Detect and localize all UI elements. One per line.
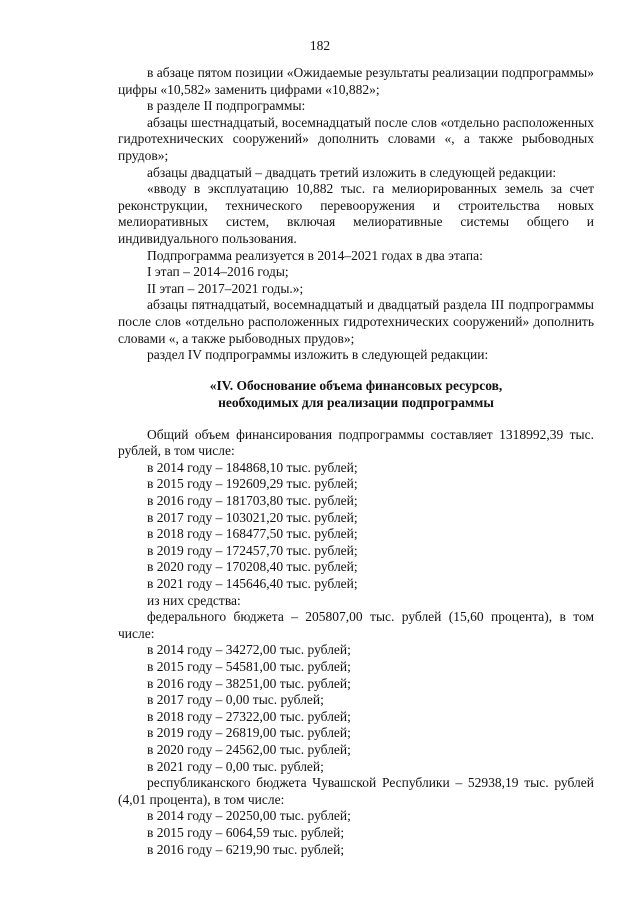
list-item: в 2015 году – 54581,00 тыс. рублей;: [147, 659, 351, 674]
paragraph: II этап – 2017–2021 годы.»;: [147, 280, 304, 296]
paragraph: абзацы шестнадцатый, восемнадцатый после слов «отдельно расположенных гидротехнических сооружений» дополнить словами «, а также рыбоводных прудов»;: [118, 114, 594, 163]
paragraph: федерального бюджета – 205807,00 тыс. рублей (15,60 процента), в том числе:: [118, 609, 594, 641]
paragraph: «вводу в эксплуатацию 10,882 тыс. га мелиорированных земель за счет реконструкции, технического перевооружения и строительства новых мелиоративных систем, включая мелиоративные системы общего и индивидуального пользования.: [118, 181, 594, 246]
list-item: в 2018 году – 27322,00 тыс. рублей;: [147, 708, 351, 724]
paragraph: из них средства:: [147, 592, 241, 608]
page-number: 182: [309, 38, 331, 53]
section-heading-line: необходимых для реализации подпрограммы: [218, 394, 494, 410]
section-heading-line: «IV. Обоснование объема финансовых ресурсов,: [209, 377, 503, 393]
list-item: в 2015 году – 6064,59 тыс. рублей;: [147, 824, 345, 840]
list-item: в 2016 году – 181703,80 тыс. рублей;: [147, 493, 358, 509]
list-item: в 2015 году – 192609,29 тыс. рублей;: [147, 476, 358, 492]
paragraph: абзацы двадцатый – двадцать третий изложить в следующей редакции:: [147, 164, 557, 180]
paragraph: абзацы пятнадцатый, восемнадцатый и двадцатый раздела III подпрограммы после слов «отдельно расположенных гидротехнических сооружений» дополнить словами «, а также рыбоводных прудов»;: [118, 297, 594, 346]
paragraph: раздел IV подпрограммы изложить в следующей редакции:: [147, 347, 489, 363]
list-item: в 2016 году – 38251,00 тыс. рублей;: [147, 675, 351, 691]
list-item: в 2019 году – 172457,70 тыс. рублей;: [147, 542, 358, 558]
list-item: в 2017 году – 0,00 тыс. рублей;: [147, 692, 324, 708]
list-item: в 2020 году – 24562,00 тыс. рублей;: [147, 741, 351, 757]
list-item: в 2014 году – 20250,00 тыс. рублей;: [147, 808, 351, 824]
list-item: в 2017 году – 103021,20 тыс. рублей;: [147, 509, 358, 525]
paragraph: Общий объем финансирования подпрограммы составляет 1318992,39 тыс. рублей, в том числе:: [118, 426, 594, 459]
list-item: в 2021 году – 145646,40 тыс. рублей;: [147, 576, 358, 592]
paragraph: Подпрограмма реализуется в 2014–2021 годах в два этапа:: [147, 247, 483, 263]
section-heading: [118, 377, 594, 411]
list-item: в 2021 году – 0,00 тыс. рублей;: [147, 758, 324, 774]
list-item: в 2014 году – 184868,10 тыс. рублей;: [147, 459, 358, 475]
paragraph: I этап – 2014–2016 годы;: [147, 264, 289, 280]
list-item: в 2018 году – 168477,50 тыс. рублей;: [147, 526, 358, 542]
list-item: в 2020 году – 170208,40 тыс. рублей;: [147, 559, 358, 575]
list-item: в 2019 году – 26819,00 тыс. рублей;: [147, 725, 351, 741]
document-body: [118, 65, 594, 858]
list-item: в 2016 году – 6219,90 тыс. рублей;: [147, 841, 345, 857]
paragraph: республиканского бюджета Чувашской Республики – 52938,19 тыс. рублей (4,01 процента), в том числе:: [118, 775, 594, 807]
list-item: в 2014 году – 34272,00 тыс. рублей;: [147, 642, 351, 658]
paragraph: в абзаце пятом позиции «Ожидаемые результаты реализации подпрограммы» цифры «10,582» заменить цифрами «10,882»;: [118, 65, 594, 97]
paragraph: в разделе II подпрограммы:: [147, 98, 306, 114]
